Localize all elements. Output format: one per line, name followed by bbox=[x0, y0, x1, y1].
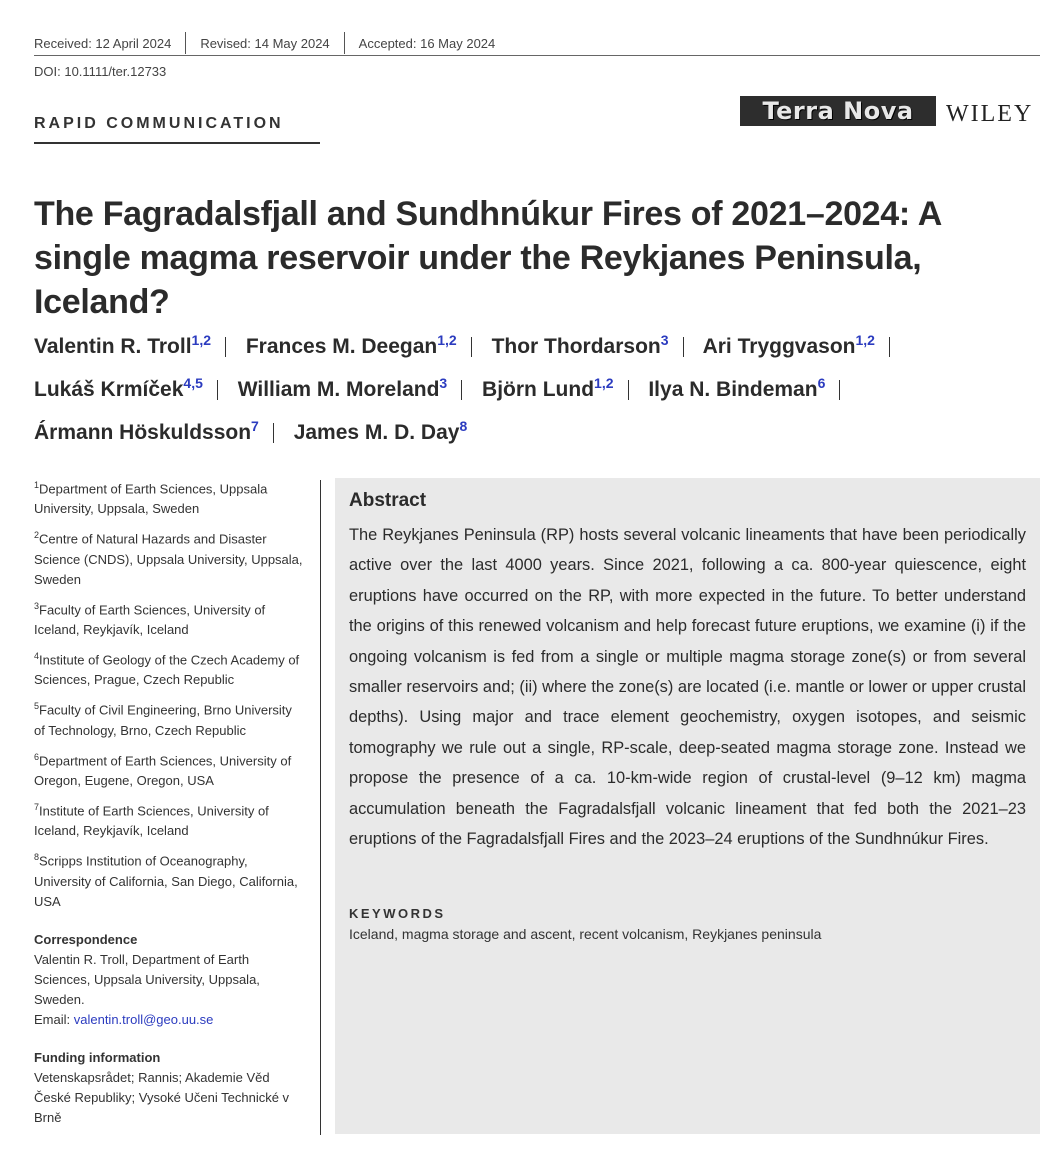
affiliation: $^7$Institute of Earth Sciences, University of Iceland, Reykjavík, Iceland bbox=[34, 801, 269, 839]
article-dates bbox=[34, 32, 495, 54]
author[interactable]: Frances M. Deegan$^{1,2}$ bbox=[245, 332, 457, 358]
date-divider bbox=[185, 32, 186, 54]
author-list bbox=[34, 322, 1034, 451]
accepted-date: Accepted: 16 May 2024 bbox=[358, 35, 496, 51]
header-rule bbox=[200, 55, 1040, 56]
email-link[interactable]: valentin.troll@geo.uu.se bbox=[73, 1011, 214, 1027]
article-title: The Fagradalsfjall and Sundhnúkur Fires of 2021–2024: A single magma reservoir under the Reykjanes Peninsula, Iceland? bbox=[34, 195, 941, 321]
revised-date: Revised: 14 May 2024 bbox=[200, 35, 330, 51]
publisher-logo[interactable]: WILEY bbox=[946, 101, 1034, 127]
author[interactable]: Ármann Höskuldsson$^7$ bbox=[34, 418, 259, 444]
affiliation: $^6$Department of Earth Sciences, University of Oregon, Eugene, Oregon, USA bbox=[34, 751, 292, 788]
correspondence-text: Valentin R. Troll, Department of Earth Sciences, Uppsala University, Uppsala, Sweden. bbox=[34, 951, 260, 1007]
correspondence-email: Email: valentin.troll@geo.uu.se bbox=[34, 1011, 214, 1027]
abstract-text: The Reykjanes Peninsula (RP) hosts several volcanic lineaments that have been periodically active over the last 4000 years. Since 2021, following a ca. 800-year quiescence, eight eruptions have occurred on the RP, with more expected in the future. To better understand the origins of this renewed volcanism and help forecast future eruptions, we examine (i) if the ongoing volcanism is fed from a single or multiple magma storage zone(s) or from several smaller reservoirs and; (ii) where the zone(s) are located (i.e. mantle or lower or upper crustal depths). Using major and trace element geochemistry, oxygen isotopes, and seismic tomography we rule out a single, RP-scale, deep-seated magma storage zone. Instead we propose the presence of a ca. 10-km-wide region of crustal-level (9–12 km) magma accumulation beneath the Fagradalsfjall volcanic lineament that fed both the 2021–23 eruptions of the Fagradalsfjall Fires and the 2023–24 eruptions of the Sundhnúkur Fires. bbox=[349, 526, 1026, 849]
author[interactable]: Valentin R. Troll$^{1,2}$ bbox=[34, 332, 211, 358]
keywords-text: Iceland, magma storage and ascent, recent volcanism, Reykjanes peninsula bbox=[349, 926, 822, 942]
column-divider bbox=[320, 480, 321, 1135]
received-date: Received: 12 April 2024 bbox=[34, 35, 172, 51]
author[interactable]: James M. D. Day$^8$ bbox=[293, 418, 468, 444]
funding-text: Vetenskapsrådet; Rannis; Akademie Věd České Republiky; Vysoké Učeni Technické v Brně bbox=[34, 1069, 290, 1125]
sidebar-info bbox=[34, 475, 304, 1128]
author[interactable]: Thor Thordarson$^3$ bbox=[491, 332, 669, 358]
article-type-underline bbox=[34, 142, 320, 144]
affiliation: $^3$Faculty of Earth Sciences, University of Iceland, Reykjavík, Iceland bbox=[34, 600, 266, 637]
author[interactable]: Björn Lund$^{1,2}$ bbox=[482, 375, 614, 401]
affiliation: $^1$Department of Earth Sciences, Uppsala University, Uppsala, Sweden bbox=[34, 480, 268, 517]
affiliation: $^4$Institute of Geology of the Czech Academy of Sciences, Prague, Czech Republic bbox=[34, 650, 300, 688]
keywords-heading: KEYWORDS bbox=[349, 906, 446, 921]
affiliation: $^2$Centre of Natural Hazards and Disaster Science (CNDS), Uppsala University, Uppsala, Sweden bbox=[34, 530, 303, 587]
journal-logo[interactable] bbox=[740, 96, 936, 126]
affiliation: $^8$Scripps Institution of Oceanography, University of California, San Diego, California, USA bbox=[34, 852, 298, 909]
correspondence-heading: Correspondence bbox=[34, 931, 138, 947]
header-rule bbox=[34, 55, 200, 56]
author[interactable]: Lukáš Krmíček$^{4,5}$ bbox=[34, 375, 203, 401]
author[interactable]: Ari Tryggvason$^{1,2}$ bbox=[702, 332, 875, 358]
author[interactable]: William M. Moreland$^3$ bbox=[237, 375, 448, 401]
article-type: RAPID COMMUNICATION bbox=[34, 115, 284, 132]
affiliation: $^5$Faculty of Civil Engineering, Brno University of Technology, Brno, Czech Republic bbox=[34, 701, 292, 738]
doi[interactable]: DOI: 10.1111/ter.12733 bbox=[34, 64, 167, 79]
journal-logo-text: Terra Nova bbox=[762, 97, 914, 125]
author[interactable]: Ilya N. Bindeman$^6$ bbox=[648, 375, 826, 401]
date-divider bbox=[344, 32, 345, 54]
funding-heading: Funding information bbox=[34, 1049, 161, 1065]
abstract-heading: Abstract bbox=[349, 490, 427, 511]
